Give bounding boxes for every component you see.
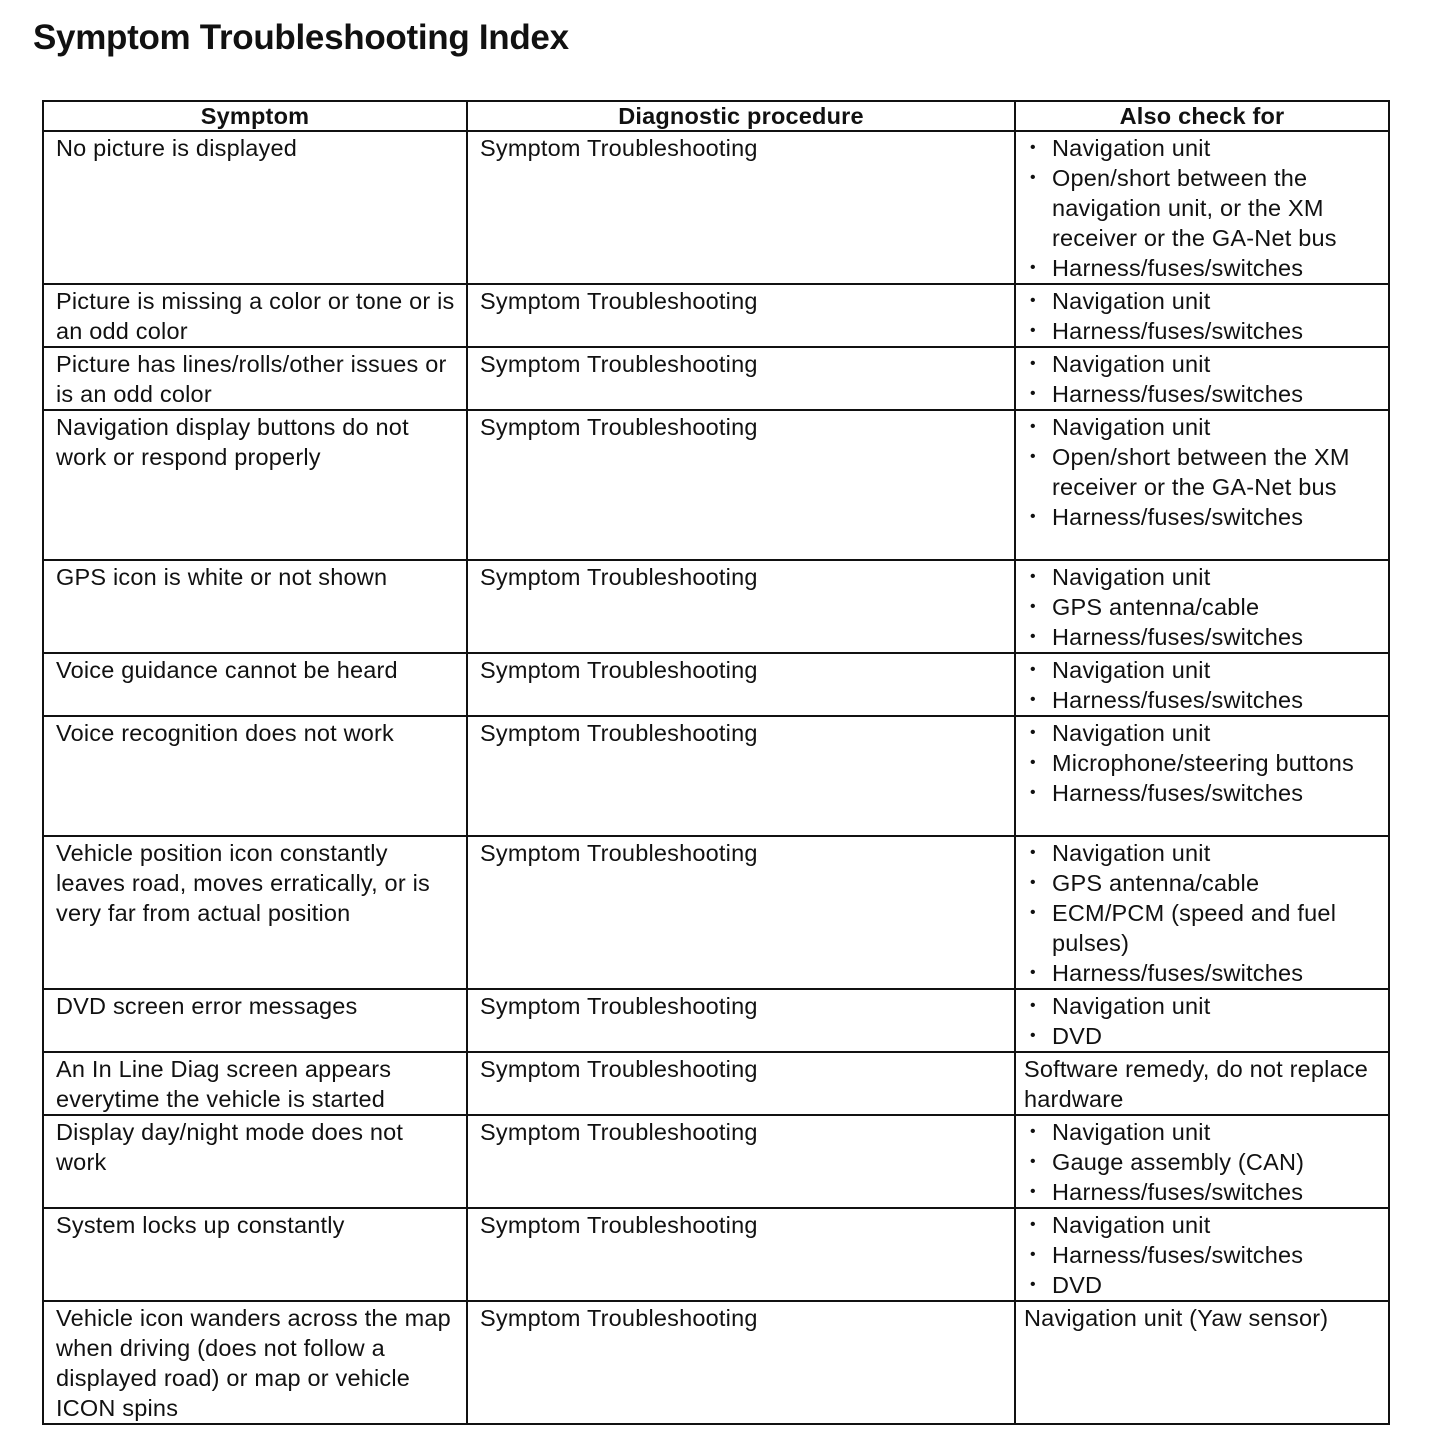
check-item: • Harness/fuses/switches (1026, 316, 1380, 346)
check-list (1026, 838, 1380, 988)
check-item: • Navigation unit (1026, 1117, 1380, 1147)
table-row (43, 410, 1389, 560)
check-item: • Harness/fuses/switches (1026, 379, 1380, 409)
check-item: • Harness/fuses/switches (1026, 685, 1380, 715)
also-check-cell (1015, 1052, 1389, 1115)
also-check-cell (1015, 653, 1389, 716)
check-item: • GPS antenna/cable (1026, 592, 1380, 622)
symptom-cell: Voice recognition does not work (43, 716, 467, 836)
symptom-cell: Vehicle icon wanders across the map when driving (does not follow a displayed road) or map or vehicle ICON spins (43, 1301, 467, 1424)
check-list (1026, 1210, 1380, 1300)
diagnostic-procedure-cell: Symptom Troubleshooting (467, 716, 1015, 836)
symptom-cell: GPS icon is white or not shown (43, 560, 467, 653)
also-check-cell (1015, 131, 1389, 284)
table-header-row (43, 101, 1389, 131)
check-item: • Harness/fuses/switches (1026, 958, 1380, 988)
check-list (1026, 655, 1380, 715)
symptom-cell: No picture is displayed (43, 131, 467, 284)
check-list (1026, 1117, 1380, 1207)
diagnostic-procedure-cell: Symptom Troubleshooting (467, 653, 1015, 716)
page-title: Symptom Troubleshooting Index (33, 18, 569, 57)
check-item: • Navigation unit (1026, 412, 1380, 442)
check-item: • DVD (1026, 1270, 1380, 1300)
table-row (43, 1052, 1389, 1115)
diagnostic-procedure-cell: Symptom Troubleshooting (467, 347, 1015, 410)
table-row (43, 131, 1389, 284)
diagnostic-procedure-cell: Symptom Troubleshooting (467, 1208, 1015, 1301)
symptom-cell: Voice guidance cannot be heard (43, 653, 467, 716)
check-item: • Navigation unit (1026, 991, 1380, 1021)
check-item: • Harness/fuses/switches (1026, 778, 1380, 808)
table-row (43, 560, 1389, 653)
header-symptom: Symptom (43, 101, 467, 131)
check-item: • Harness/fuses/switches (1026, 502, 1380, 532)
diagnostic-procedure-cell: Symptom Troubleshooting (467, 284, 1015, 347)
check-item: • Harness/fuses/switches (1026, 622, 1380, 652)
symptom-cell: Picture is missing a color or tone or is an odd color (43, 284, 467, 347)
check-item: • Harness/fuses/switches (1026, 1240, 1380, 1270)
header-also-check-for: Also check for (1015, 101, 1389, 131)
diagnostic-procedure-cell: Symptom Troubleshooting (467, 410, 1015, 560)
symptom-cell: System locks up constantly (43, 1208, 467, 1301)
also-check-cell (1015, 716, 1389, 836)
check-item: • Navigation unit (1026, 349, 1380, 379)
table-row (43, 716, 1389, 836)
symptom-troubleshooting-table (42, 100, 1390, 1425)
diagnostic-procedure-cell: Symptom Troubleshooting (467, 989, 1015, 1052)
check-list (1026, 286, 1380, 346)
also-check-cell (1015, 284, 1389, 347)
diagnostic-procedure-cell: Symptom Troubleshooting (467, 1115, 1015, 1208)
check-item: • DVD (1026, 1021, 1380, 1051)
check-item: • Open/short between the navigation unit, or the XM receiver or the GA-Net bus (1026, 163, 1380, 253)
check-item: • Navigation unit (1026, 1210, 1380, 1240)
table-body (43, 131, 1389, 1424)
symptom-cell: Display day/night mode does not work (43, 1115, 467, 1208)
symptom-cell: DVD screen error messages (43, 989, 467, 1052)
check-item: • Open/short between the XM receiver or the GA-Net bus (1026, 442, 1380, 502)
check-note: Software remedy, do not replace hardware (1024, 1056, 1369, 1112)
also-check-cell (1015, 1301, 1389, 1424)
diagnostic-procedure-cell: Symptom Troubleshooting (467, 560, 1015, 653)
also-check-cell (1015, 1115, 1389, 1208)
table-row (43, 836, 1389, 989)
table-row (43, 347, 1389, 410)
check-note: Navigation unit (Yaw sensor) (1024, 1305, 1329, 1331)
diagnostic-procedure-cell: Symptom Troubleshooting (467, 1301, 1015, 1424)
check-list (1026, 991, 1380, 1051)
check-item: • Harness/fuses/switches (1026, 253, 1380, 283)
table-row (43, 1208, 1389, 1301)
check-item: • ECM/PCM (speed and fuel pulses) (1026, 898, 1380, 958)
table-row (43, 284, 1389, 347)
check-item: • Microphone/steering buttons (1026, 748, 1380, 778)
check-item: • Gauge assembly (CAN) (1026, 1147, 1380, 1177)
check-list (1026, 349, 1380, 409)
check-list (1026, 133, 1380, 283)
check-item: • Navigation unit (1026, 562, 1380, 592)
also-check-cell (1015, 836, 1389, 989)
check-item: • Navigation unit (1026, 838, 1380, 868)
header-diagnostic-procedure: Diagnostic procedure (467, 101, 1015, 131)
check-list (1026, 562, 1380, 652)
check-item: • Harness/fuses/switches (1026, 1177, 1380, 1207)
diagnostic-procedure-cell: Symptom Troubleshooting (467, 131, 1015, 284)
also-check-cell (1015, 347, 1389, 410)
symptom-cell: Vehicle position icon constantly leaves road, moves erratically, or is very far from actual position (43, 836, 467, 989)
check-item: • Navigation unit (1026, 286, 1380, 316)
symptom-cell: An In Line Diag screen appears everytime the vehicle is started (43, 1052, 467, 1115)
also-check-cell (1015, 1208, 1389, 1301)
table-row (43, 1115, 1389, 1208)
check-item: • GPS antenna/cable (1026, 868, 1380, 898)
diagnostic-procedure-cell: Symptom Troubleshooting (467, 1052, 1015, 1115)
check-item: • Navigation unit (1026, 133, 1380, 163)
check-item: • Navigation unit (1026, 655, 1380, 685)
symptom-cell: Navigation display buttons do not work or respond properly (43, 410, 467, 560)
check-item: • Navigation unit (1026, 718, 1380, 748)
also-check-cell (1015, 410, 1389, 560)
check-list (1026, 718, 1380, 808)
table-row (43, 1301, 1389, 1424)
table-row (43, 989, 1389, 1052)
also-check-cell (1015, 560, 1389, 653)
diagnostic-procedure-cell: Symptom Troubleshooting (467, 836, 1015, 989)
check-list (1026, 412, 1380, 532)
also-check-cell (1015, 989, 1389, 1052)
symptom-cell: Picture has lines/rolls/other issues or is an odd color (43, 347, 467, 410)
table-row (43, 653, 1389, 716)
